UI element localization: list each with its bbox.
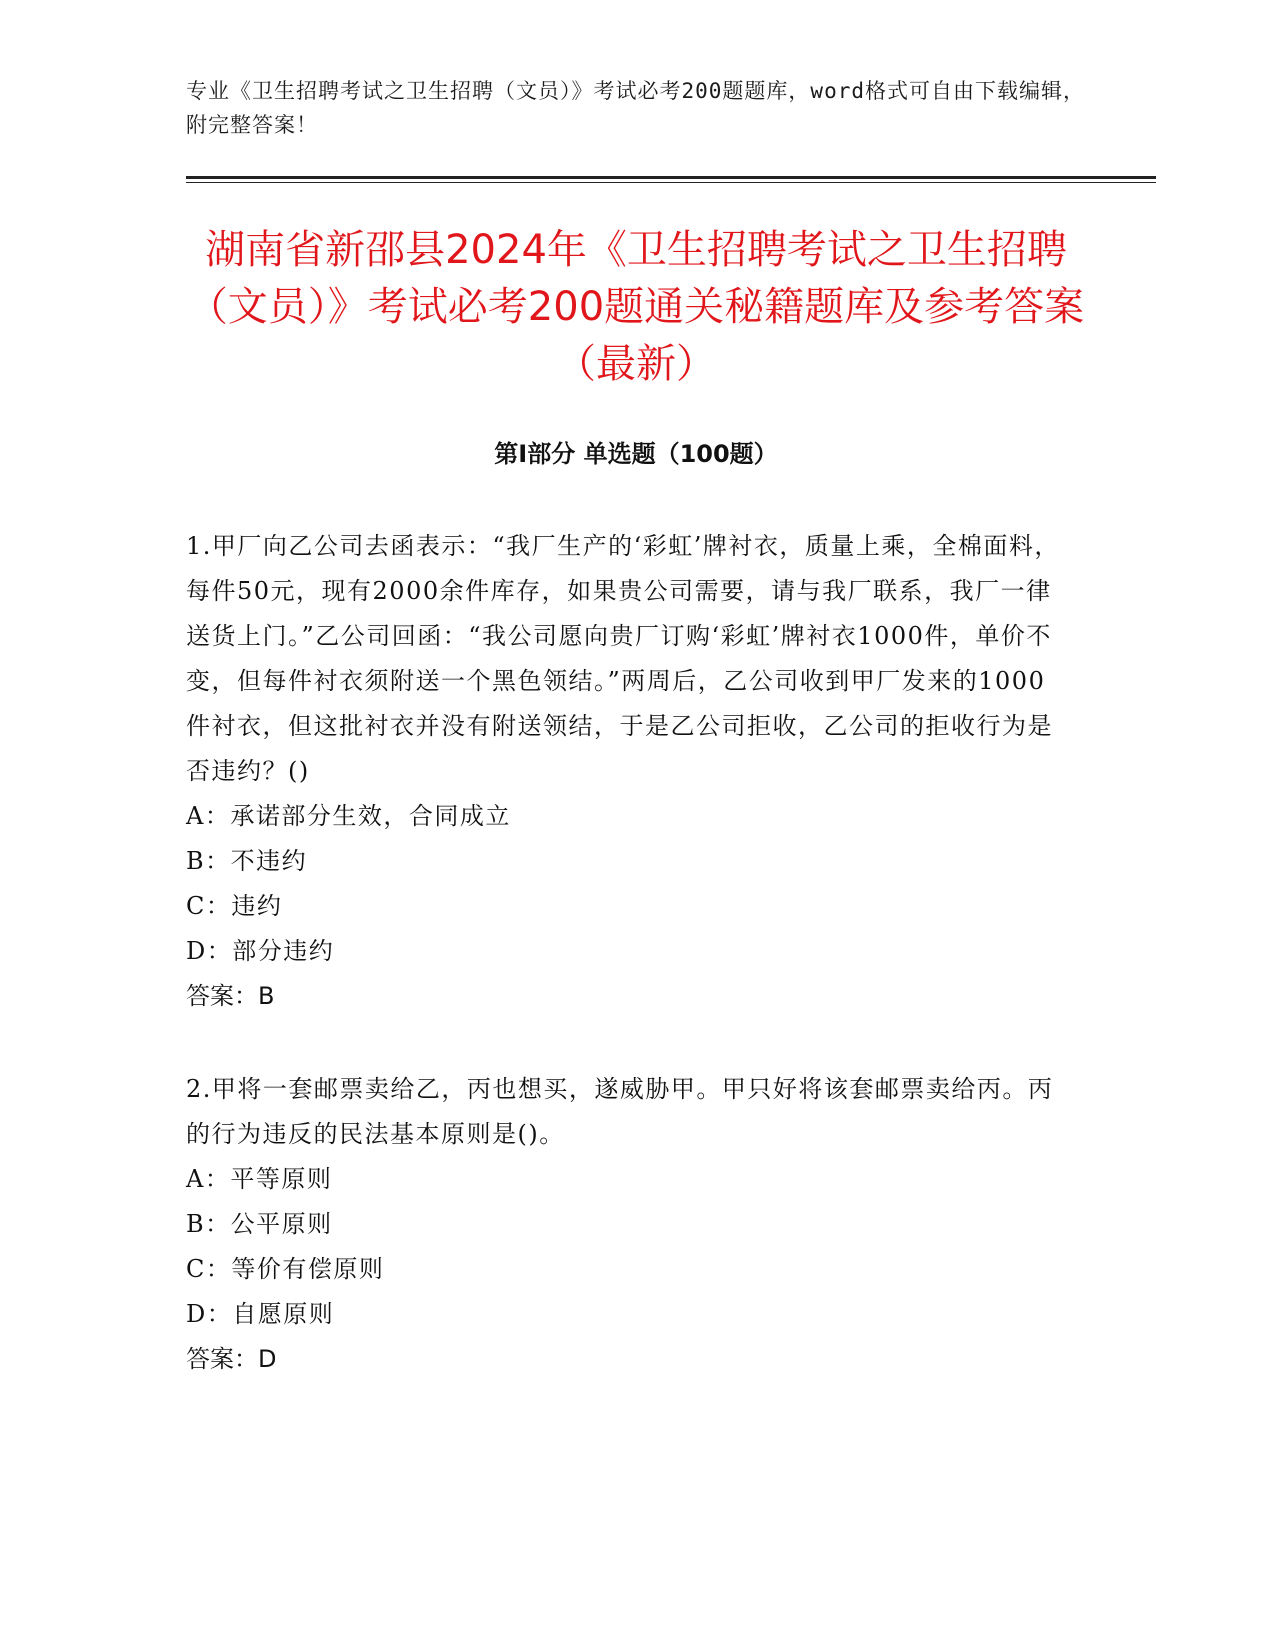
answer: 答案：D [186, 1345, 277, 1373]
section-title: 第Ⅰ部分 单选题（100题） [494, 440, 778, 468]
header-note: 专业《卫生招聘考试之卫生招聘（文员）》考试必考200题题库，word格式可自由下载编辑，附完整答案！ [186, 79, 1085, 137]
option-b: B：公平原则 [186, 1210, 333, 1238]
option-a: A：平等原则 [186, 1165, 333, 1193]
option-a: A：承诺部分生效，合同成立 [186, 802, 511, 830]
option-c: C：等价有偿原则 [186, 1255, 385, 1283]
header-rule-thick [186, 176, 1156, 179]
question-2 [186, 1067, 1066, 1382]
question-1 [186, 524, 1066, 1019]
document-title: 湖南省新邵县2024年《卫生招聘考试之卫生招聘（文员）》考试必考200题通关秘籍题库及参考答案（最新） [187, 227, 1085, 387]
option-c: C：违约 [186, 892, 283, 920]
option-b: B：不违约 [186, 847, 308, 875]
option-d: D：部分违约 [186, 937, 335, 965]
question-stem: 1.甲厂向乙公司去函表示：“我厂生产的‘彩虹’牌衬衣，质量上乘，全棉面料，每件50元，现有2000余件库存，如果贵公司需要，请与我厂联系，我厂一律送货上门。”乙公司回函：“我公司愿向贵厂订购‘彩虹’牌衬衣1000件，单价不变，但每件衬衣须附送一个黑色领结。”两周后，乙公司收到甲厂发来的1000件衬衣，但这批衬衣并没有附送领结，于是乙公司拒收，乙公司的拒收行为是否违约？() [186, 532, 1060, 785]
header-rule-thin [186, 182, 1156, 183]
question-stem: 2.甲将一套邮票卖给乙，丙也想买，遂威胁甲。甲只好将该套邮票卖给丙。丙的行为违反的民法基本原则是()。 [186, 1075, 1054, 1148]
answer: 答案：B [186, 982, 275, 1010]
option-d: D：自愿原则 [186, 1300, 335, 1328]
